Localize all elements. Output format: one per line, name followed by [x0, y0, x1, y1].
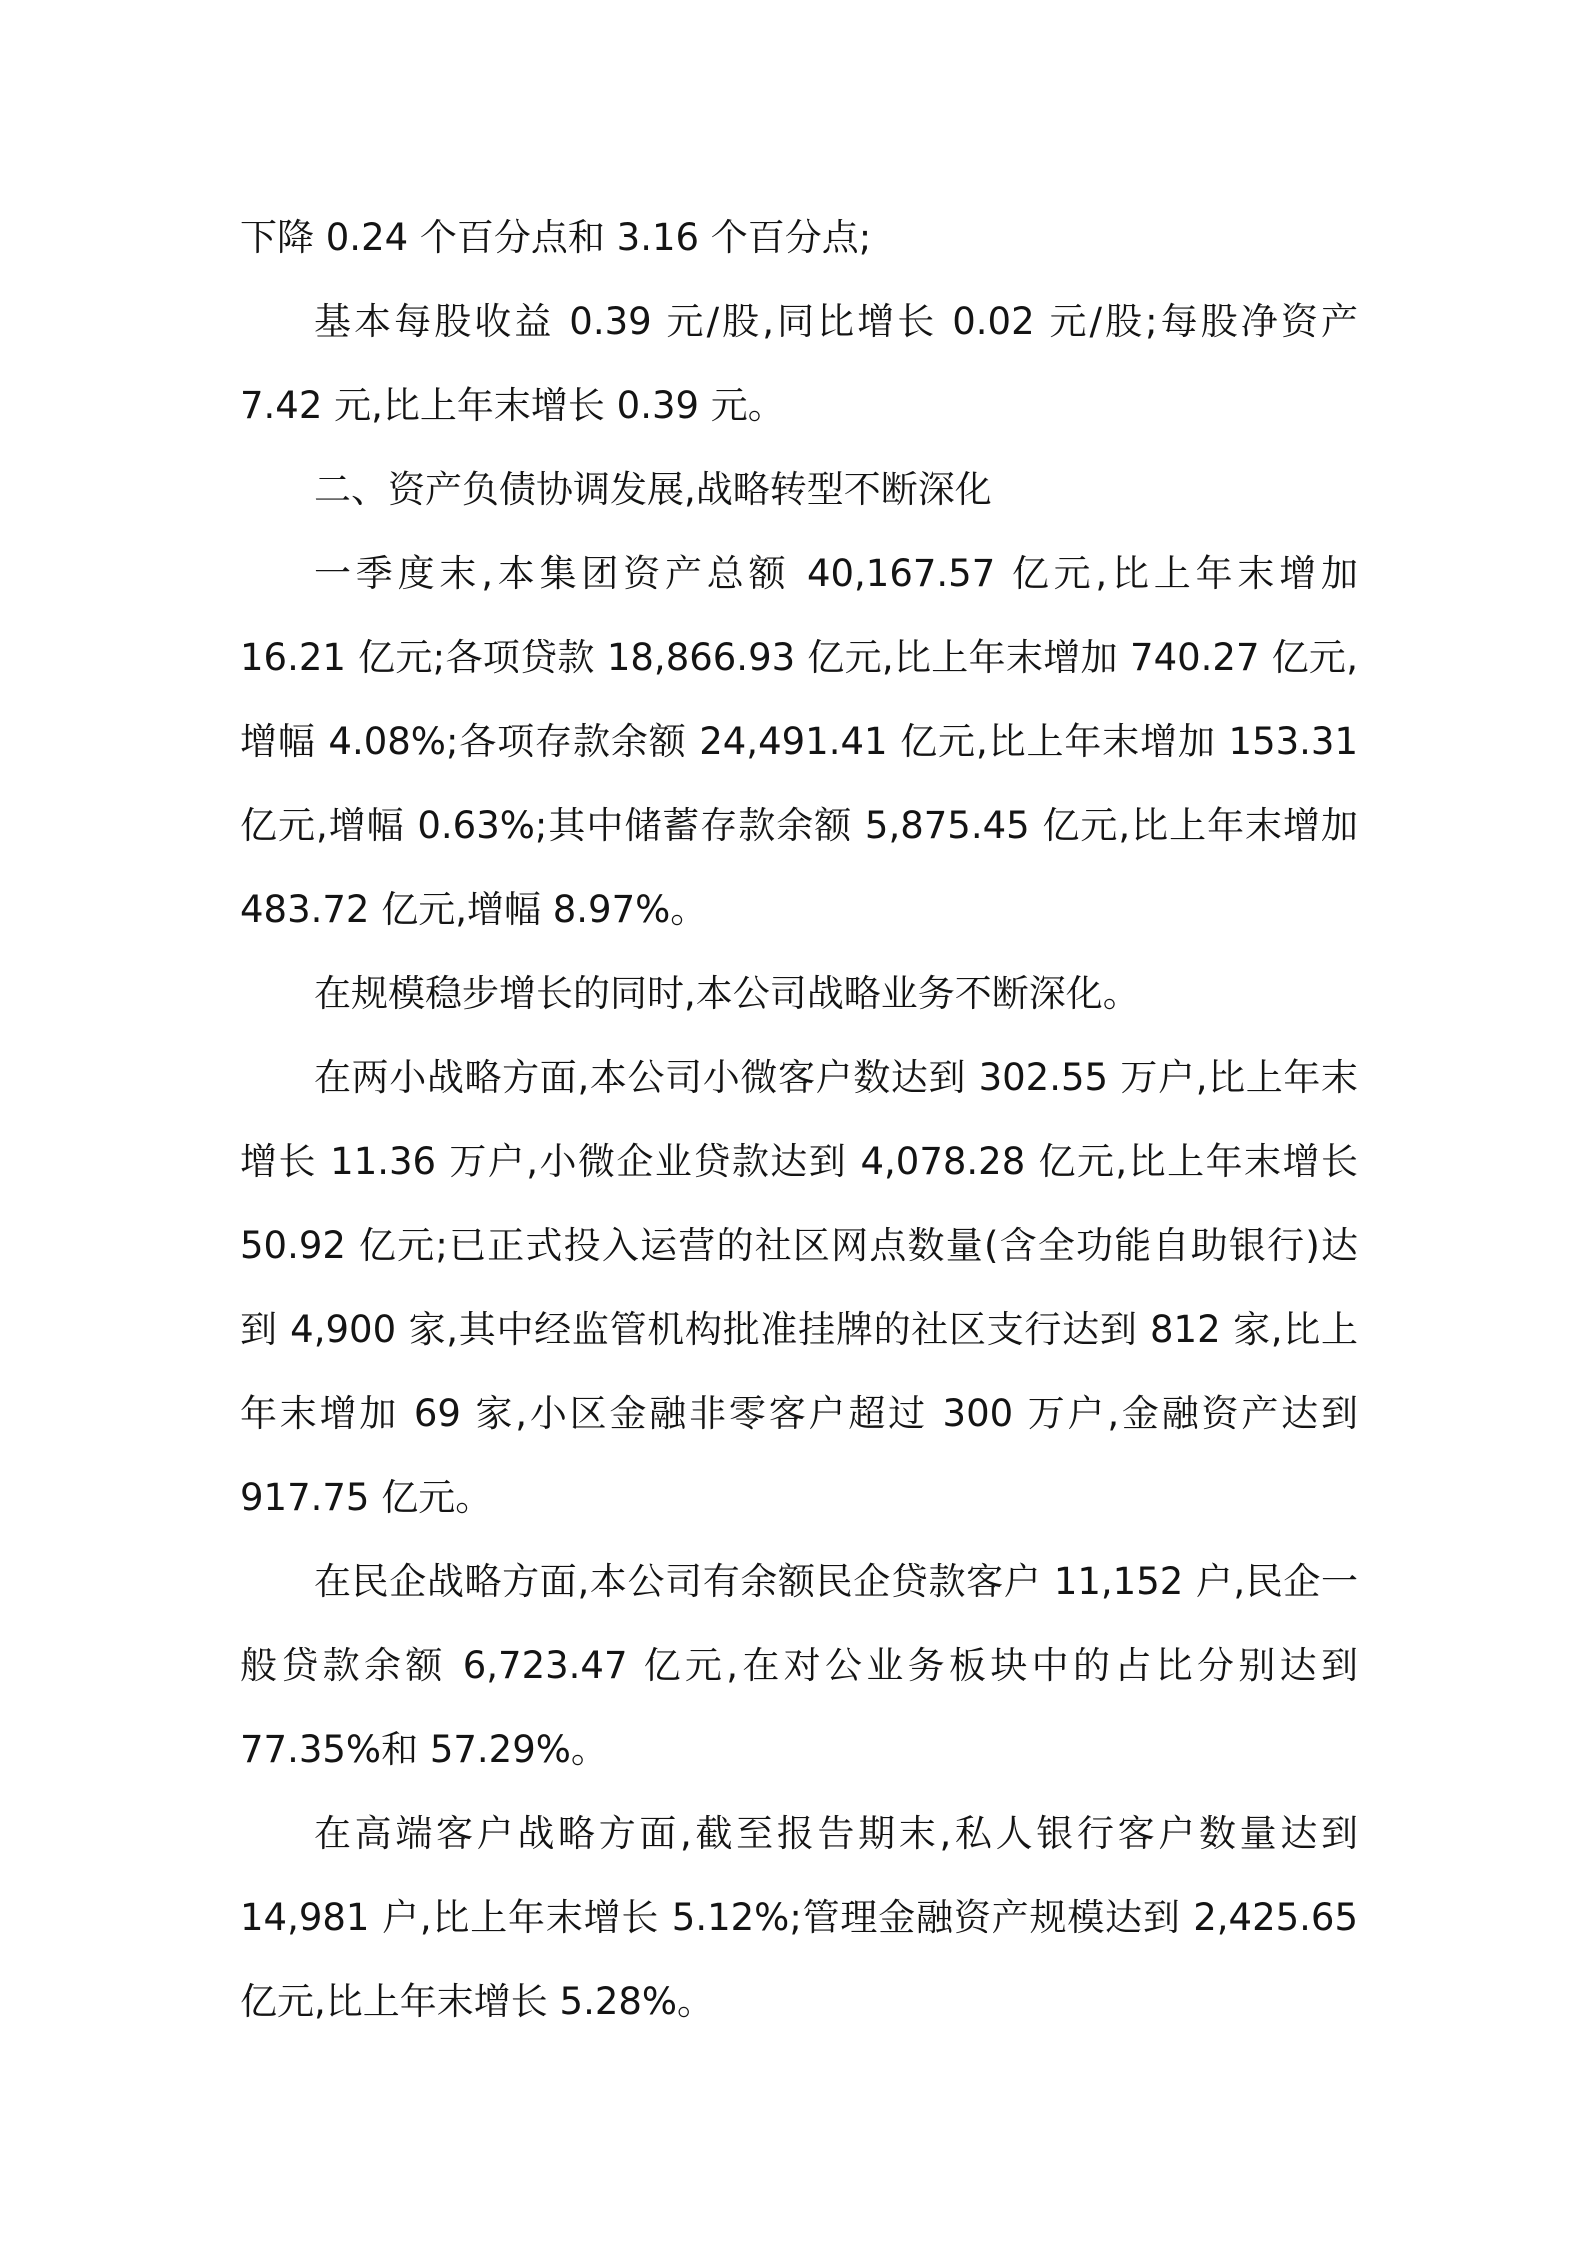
paragraph-small-micro-strategy: 在两小战略方面,本公司小微客户数达到 302.55 万户,比上年末增长 11.36 万户,小微企业贷款达到 4,078.28 亿元,比上年末增长 50.92 亿元;已正式投入运营的社区网点数量(含全功能自助银行)达到 4,900 家,其中经监管机构批准挂牌的社区支行达到 812 家,比上年末增加 69 家,小区金融非零客户超过 300 万户,金融资产达到 917.75 亿元。 — [240, 1056, 1358, 1519]
paragraph-high-end-client-strategy: 在高端客户战略方面,截至报告期末,私人银行客户数量达到 14,981 户,比上年末增长 5.12%;管理金融资产规模达到 2,425.65 亿元,比上年末增长 5.28%。 — [240, 1812, 1358, 2023]
paragraph-strategy-intro: 在规模稳步增长的同时,本公司战略业务不断深化。 — [314, 972, 1140, 1015]
document-body — [240, 196, 1358, 2044]
paragraph-continuation: 下降 0.24 个百分点和 3.16 个百分点; — [240, 216, 872, 259]
paragraph-private-enterprise-strategy: 在民企战略方面,本公司有余额民企贷款客户 11,152 户,民企一般贷款余额 6,723.47 亿元,在对公业务板块中的占比分别达到 77.35%和 57.29%。 — [240, 1560, 1358, 1771]
paragraph-assets-deposits: 一季度末,本集团资产总额 40,167.57 亿元,比上年末增加 16.21 亿元;各项贷款 18,866.93 亿元,比上年末增加 740.27 亿元,增幅 4.08%;各项存款余额 24,491.41 亿元,比上年末增加 153.31 亿元,增幅 0.63%;其中储蓄存款余额 5,875.45 亿元,比上年末增加 483.72 亿元,增幅 8.97%。 — [240, 552, 1358, 931]
paragraph-earnings-per-share: 基本每股收益 0.39 元/股,同比增长 0.02 元/股;每股净资产 7.42 元,比上年末增长 0.39 元。 — [240, 300, 1358, 427]
section-heading: 二、资产负债协调发展,战略转型不断深化 — [314, 468, 992, 511]
